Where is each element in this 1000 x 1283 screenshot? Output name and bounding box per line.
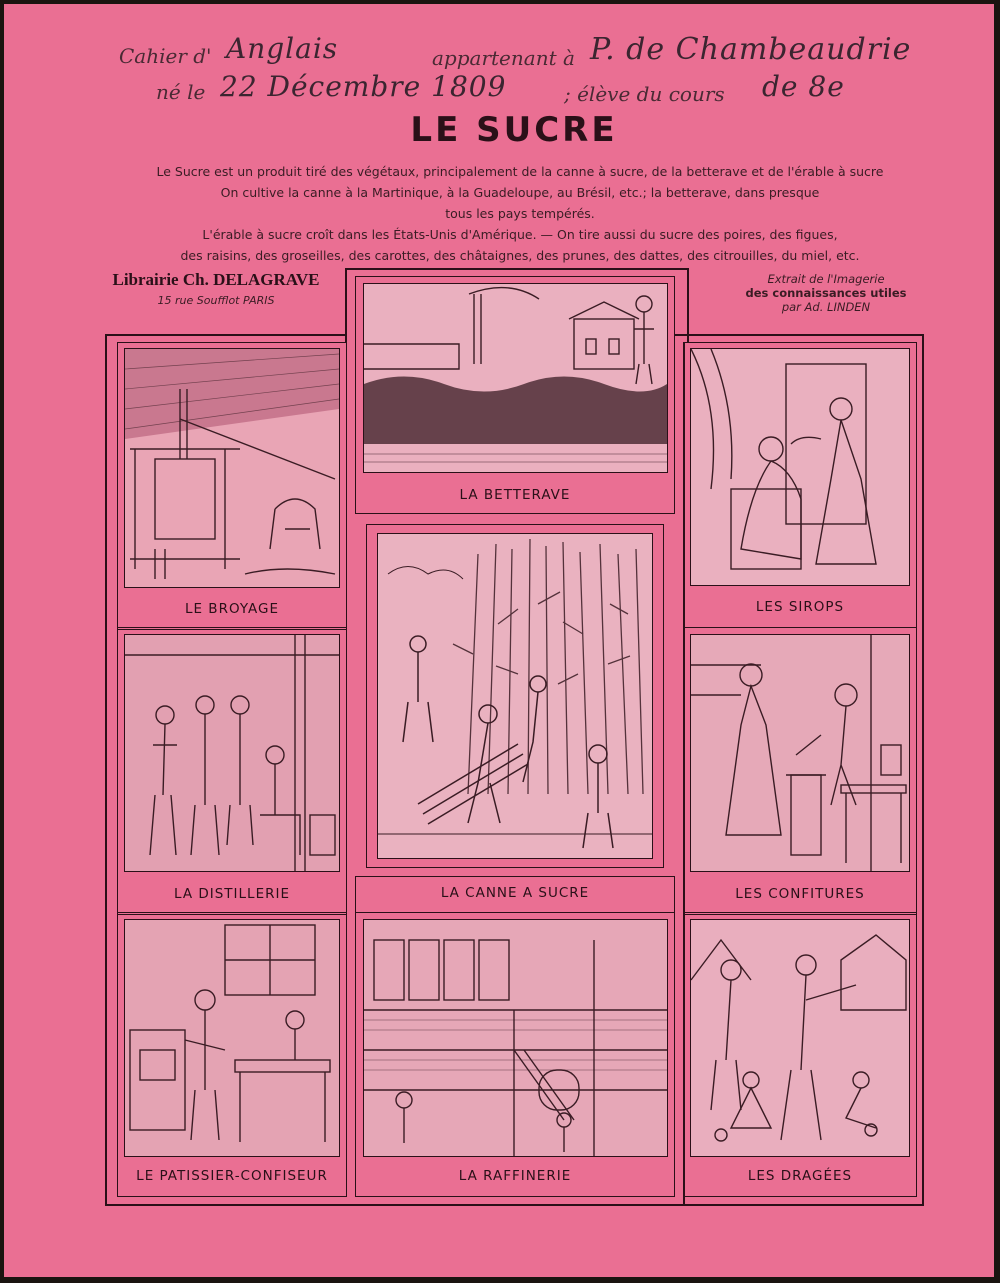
- intro-line: On cultive la canne à la Martinique, à la Guadeloupe, au Brésil, etc.; la betterave, dans presque: [220, 185, 820, 200]
- workshop-icon: [124, 634, 340, 872]
- extract-line: Extrait de l'Imagerie: [767, 272, 885, 286]
- panel-caption: LES CONFITURES: [735, 886, 865, 902]
- panel-sirops: [683, 342, 917, 628]
- publisher-address: 15 rue Soufflot PARIS: [157, 294, 275, 307]
- kitchen-icon: [690, 634, 910, 872]
- panel-patissier: [117, 912, 347, 1197]
- panel-caption: LE PATISSIER-CONFISEUR: [136, 1168, 328, 1184]
- intro-line: Le Sucre est un produit tiré des végétaux, principalement de la canne à sucre, de la betterave et de l'érable à sucre: [156, 164, 884, 179]
- panel-caption: LES DRAGÉES: [747, 1168, 853, 1184]
- field-icon: [363, 283, 668, 473]
- handwritten-course: de 8e: [762, 70, 845, 103]
- panel-canne-picture: [366, 524, 664, 868]
- page-title: LE SUCRE: [410, 110, 618, 150]
- handwritten-owner: P. de Chambeaudrie: [590, 32, 912, 67]
- factory-icon: [363, 919, 668, 1157]
- panel-caption: LA BETTERAVE: [459, 487, 571, 503]
- panel-raffinerie: [355, 912, 675, 1197]
- panel-betterave: [355, 276, 675, 514]
- intro-line: tous les pays tempérés.: [445, 206, 595, 221]
- panel-caption: LA CANNE A SUCRE: [440, 885, 590, 901]
- intro-line: L'érable à sucre croît dans les États-Unis d'Amérique. — On tire aussi du sucre des poires, des figues,: [202, 227, 838, 242]
- intro-line: des raisins, des groseilles, des carottes, des châtaignes, des prunes, des dattes, des citrouilles, du miel, etc.: [180, 248, 860, 263]
- handwritten-subject: Anglais: [226, 32, 339, 65]
- panel-caption: LE BROYAGE: [184, 601, 280, 617]
- intro-text: [84, 161, 956, 266]
- panel-caption: LES SIROPS: [755, 599, 845, 615]
- panel-dragees: [683, 912, 917, 1197]
- street-icon: [690, 919, 910, 1157]
- panel-broyage: [117, 342, 347, 630]
- bakery-icon: [124, 919, 340, 1157]
- header-born-label: né le: [156, 80, 206, 104]
- header-owner-label: appartenant à: [432, 46, 575, 70]
- panel-caption: LA RAFFINERIE: [458, 1168, 572, 1184]
- handwritten-date: 22 Décembre 1809: [220, 70, 507, 103]
- panel-distillerie: [117, 627, 347, 915]
- header-course-label: ; élève du cours: [564, 82, 725, 106]
- panel-caption: LA DISTILLERIE: [174, 886, 290, 902]
- header-prefix: Cahier d': [119, 44, 212, 68]
- room-icon: [690, 348, 910, 586]
- press-icon: [124, 348, 340, 588]
- panel-confitures: [683, 627, 917, 915]
- publisher-name: Librairie Ch. DELAGRAVE: [112, 270, 320, 289]
- extract-note: [716, 272, 936, 314]
- panel-canne: [355, 876, 675, 913]
- cane-icon: [377, 533, 653, 859]
- extract-line: des connaissances utiles: [745, 286, 907, 300]
- publisher-block: [86, 270, 346, 307]
- extract-line: par Ad. LINDEN: [781, 300, 871, 314]
- notebook-cover: [4, 4, 994, 1277]
